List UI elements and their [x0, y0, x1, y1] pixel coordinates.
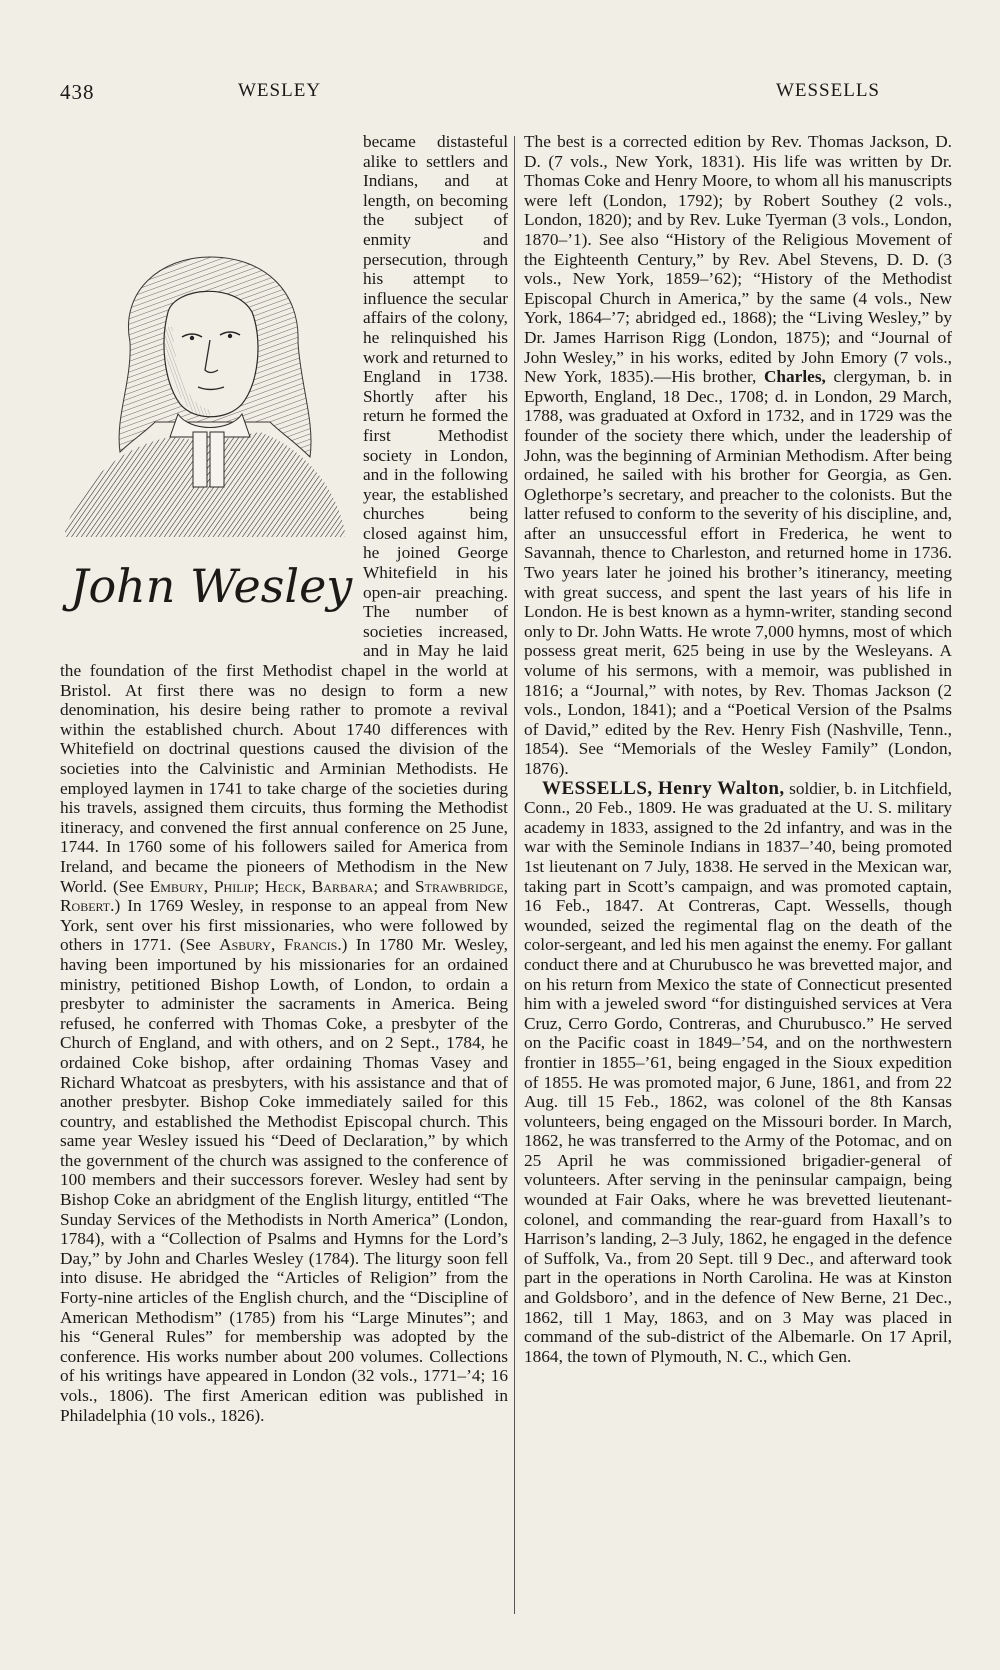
charles-wesley-paragraph: clergyman, b. in Epworth, England, 18 Dec., 1708; d. in London, 29 March, 1788, was graduated at Oxford in 1732, and in 1729 was the founder of the society there which, under the leadership of John, was the beginning of Arminian Methodism. After being ordained, he sailed with his brother for Georgia, as Gen. Oglethorpe’s secretary, and preacher to the colonists. But the latter refused to conform to the severity of his discipline, and, after an unsuccessful effort in Frederica, he went to Savannah, thence to Charleston, and returned home in 1736. Two years later he joined his brother’s itinerancy, meeting with great success, and spent the last years of his life in London. He is best known as a hymn-writer, standing second only to Dr. John Watts. He wrote 7,000 hymns, most of which possess great merit, 625 being in use by the Wesleyans. A volume of his sermons, with a memoir, was published in 1816; a “Journal,” with notes, by Rev. Thomas Jackson (2 vols., London, 1841); and a “Poetical Version of the Psalms of David,” edited by the Rev. Henry Fish (Nashville, Tenn., 1854). See “Memorials of the Wesley Family” (London, 1876).: [524, 367, 953, 778]
xref-embury: Embury, Philip: [149, 876, 255, 896]
wessells-paragraph: soldier, b. in Litchfield, Conn., 20 Feb., 1809. He was graduated at the U. S. military academy in 1833, assigned to the 2d infantry, and was in the war with the Seminole Indians in 1837–’40, being promoted 1st lieutenant on 7 July, 1838. He served in the Mexican war, taking part in Scott’s campaign, and was promoted captain, 16 Feb., 1847. At Contreras, Capt. Wessells, though wounded, seized the regimental flag on the death of the color-sergeant, and led his men against the enemy. For gallant conduct there and at Churubusco he was brevetted major, and on his return from Mexico the state of Connecticut presented him with a jeweled sword “for distinguished services at Vera Cruz, Cerro Gordo, Contreras, and Churubusco.” He served on the Pacific coast in 1849–’54, and on the northwestern frontier in 1855–’61, being engaged in the Sioux expedition of 1855. He was promoted major, 6 June, 1861, and from 22 Aug. till 15 Feb., 1862, was colonel of the 8th Kansas volunteers, being engaged on the Missouri border. In March, 1862, he was transferred to the Army of the Potomac, and on 25 April he was commissioned brigadier-general of volunteers. After serving in the peninsular campaign, being wounded at Fair Oaks, where he was brevetted lieutenant-colonel, and commanding the rear-guard from Haxall’s to Harrison’s landing, 2–3 July, 1862, he engaged in the defence of Suffolk, Va., from 20 Sept. till 9 Dec., and afterward took part in the operations in North Carolina. He was at Kinston and Goldsboro’, and in the defence of New Berne, 21 Dec., 1862, till 1 May, 1863, and on 3 May was placed in command of the sub-district of the Albemarle. On 17 April, 1864, the town of Plymouth, N. C., which Gen.: [524, 778, 952, 1366]
right-column: [524, 132, 952, 1366]
right-running-head: WESSELLS: [775, 80, 880, 101]
wessells-entry: [524, 779, 952, 1367]
xref-heck: Heck, Barbara: [265, 876, 374, 896]
john-wesley-paragraph-3: ) In 1780 Mr. Wesley, having been importuned by his missionaries for an ordained ministry, petitioned Bishop Lowth, of London, to ordain a presbyter to administer the sacraments in America. Being refused, he conferred with Thomas Coke, a presbyter of the Church of England, and with others, and on 2 Sept., 1784, he ordained Coke bishop, after ordaining Thomas Vasey and Richard Whatcoat as presbyters, with his assistance and that of another presbyter. Bishop Coke immediately sailed for this country, and established the Methodist Episcopal church. This same year Wesley issued his “Deed of Declaration,” by which the government of the church was assigned to the conference of 100 members and their successors forever. Wesley had sent by Bishop Coke an abridgment of the English liturgy, entitled “The Sunday Services of the Methodists in North America” (London, 1784), with a “Collection of Psalms and Hymns for the Lord’s Day,” by John and Charles Wesley (1784). The liturgy soon fell into disuse. He abridged the “Articles of Religion” from the Forty-nine articles of the English church, and the “Discipline of American Methodism” (1785) from his “Large Minutes”; and his “General Rules” for membership was adopted by the conference. His works number about 200 volumes. Collections of his writings have appeared in London (32 vols., 1771–’4; 16 vols., 1806). The first American edition was published in Philadelphia (10 vols., 1826).: [60, 935, 509, 1425]
left-column-text: became distasteful alike to settlers and Indians, and at length, on becoming the subject of enmity and persecution, through his attempt to influence the secular affairs of the colony, he relinquished his work and returned to England in 1738. Shortly after his return he formed the first Methodist society in London, and in the following year, the established churches being closed against him, he joined George Whitefield in his open-air preaching. The number of societies increased, and in May he laid the foundation of the first Methodist chapel in the world at Bristol. At first there was no design to form a new denomination, his desire being rather to promote a revival within the established church. About 1740 differences with Whitefield on doctrinal questions caused the division of the societies into the Calvinistic and Arminian Methodists. He employed laymen in 1741 to take charge of the societies during his travels, assigned them circuits, thus forming the Methodist itineracy, and convened the first annual conference on 25 June, 1744. In 1760 some of his followers sailed for America from Ireland, and became the pioneers of Methodism in the New World. (See Embury, Philip; Heck, Barbara; and Strawbridge, Robert.) In 1769 Wesley, in response to an appeal from New York, sent over his first missionaries, who were followed by others in 1771. (See Asbury, Francis.) In 1780 Mr. Wesley, having been importuned by his missionaries for an ordained ministry, petitioned Bishop Lowth, of London, to ordain a presbyter to administer the sacraments in America. Being refused, he conferred with Thomas Coke, a presbyter of the Church of England, and with others, and on 2 Sept., 1784, he ordained Coke bishop, after ordaining Thomas Vasey and Richard Whatcoat as presbyters, with his assistance and that of another presbyter. Bishop Coke immediately sailed for this country, and established the Methodist Episcopal church. This same year Wesley issued his “Deed of Declaration,” by which the government of the church was assigned to the conference of 100 members and their successors forever. Wesley had sent by Bishop Coke an abridgment of the English liturgy, entitled “The Sunday Services of the Methodists in North America” (London, 1784), with a “Collection of Psalms and Hymns for the Lord’s Day,” by John and Charles Wesley (1784). The liturgy soon fell into disuse. He abridged the “Articles of Religion” from the Forty-nine articles of the English church, and the “Discipline of American Methodism” (1785) from his “Large Minutes”; and his “General Rules” for membership was adopted by the conference. His works number about 200 volumes. Collections of his writings have appeared in London (32 vols., 1771–’4; 16 vols., 1806). The first American edition was published in Philadelphia (10 vols., 1826).: [60, 132, 509, 1425]
charles-wesley-headword: Charles,: [763, 367, 826, 387]
xref-strawbridge: Strawbridge, Robert.: [60, 876, 508, 916]
column-divider: [514, 136, 515, 1614]
portrait-engraving: [60, 232, 355, 642]
john-wesley-paragraph-1: became distasteful alike to settlers and Indians, and at length, on becoming the subject of enmity and persecution, through his attempt to influence the secular affairs of the colony, he relinquished his work and returned to England in 1738. Shortly after his return he formed the first Methodist society in London, and in the following year, the established churches being closed against him, he joined George Whitefield in his open-air preaching. The number of societies increased, and in May he laid the foundation of the first Methodist chapel in the world at Bristol. At first there was no design to form a new denomination, his desire being rather to promote a revival within the established church. About 1740 differences with Whitefield on doctrinal questions caused the division of the societies into the Calvinistic and Arminian Methodists. He employed laymen in 1741 to take charge of the societies during his travels, assigned them circuits, thus forming the Methodist itineracy, and convened the first annual conference on 25 June, 1744. In 1760 some of his followers sailed for America from Ireland, and became the pioneers of Methodism in the New World. (See: [60, 132, 508, 896]
wessells-headword: WESSELLS, Henry Walton,: [542, 777, 785, 799]
john-wesley-paragraph-2: ) In 1769 Wesley, in response to an appeal from New York, sent over his first missionaries, who were followed by others in 1771. (See: [60, 896, 508, 955]
right-column-text-1: [524, 132, 952, 779]
left-running-head: WESLEY: [238, 80, 322, 101]
running-header: [60, 80, 940, 110]
page-number: 438: [60, 80, 95, 104]
signature-text: John Wesley: [70, 559, 353, 613]
xref-asbury: Asbury, Francis.: [219, 935, 342, 955]
left-column: [60, 132, 508, 1425]
john-wesley-bibliography: The best is a corrected edition by Rev. Thomas Jackson, D. D. (7 vols., New York, 1831). His life was written by Dr. Thomas Coke and Henry Moore, to whom all his manuscripts were left (London, 1792); by Robert Southey (2 vols., London, 1820); and by Rev. Luke Tyerman (3 vols., London, 1870–’1). See also “History of the Religious Movement of the Eighteenth Century,” by Rev. Abel Stevens, D. D. (3 vols., New York, 1859–’62); “History of the Methodist Episcopal Church in America,” by the same (4 vols., New York, 1864–’7; abridged ed., 1868); the “Living Wesley,” by Dr. James Harrison Rigg (London, 1875); and “Journal of John Wesley,” in his works, edited by John Emory (7 vols., New York, 1835).—His brother,: [524, 132, 952, 387]
and-text: ; and: [373, 876, 410, 896]
wesley-portrait-icon: [60, 232, 355, 642]
